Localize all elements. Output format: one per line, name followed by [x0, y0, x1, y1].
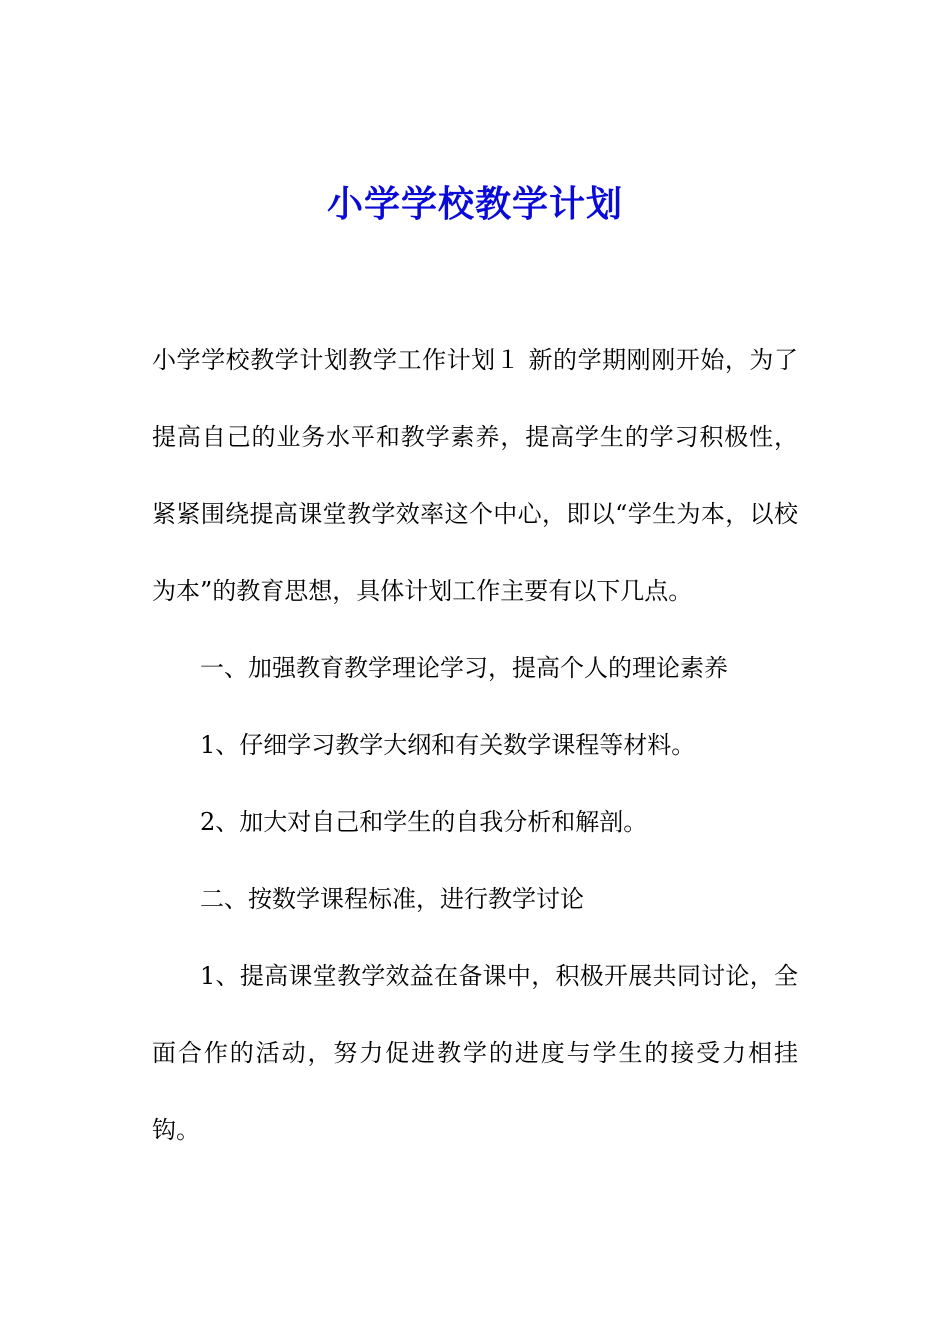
list-item: 1、仔细学习教学大纲和有关数学课程等材料。	[200, 731, 696, 759]
list-item: 1、提高课堂教学效益在备课中，积极开展共同讨论，全面合作的活动，努力促进教学的进度与学生的接受力相挂钩。	[152, 962, 798, 1144]
list-item: 2、加大对自己和学生的自我分析和解剖。	[200, 808, 648, 836]
document-body	[152, 322, 798, 1169]
document-title: 小学学校教学计划	[326, 183, 623, 225]
paragraph-intro: 小学学校教学计划教学工作计划１ 新的学期刚刚开始，为了提高自己的业务水平和教学素养，提高学生的学习积极性，紧紧围绕提高课堂教学效率这个中心，即以“学生为本，以校为本”的教育思想，具体计划工作主要有以下几点。	[152, 346, 798, 605]
section-heading-1: 一、加强教育教学理论学习，提高个人的理论素养	[200, 654, 728, 682]
section-heading-2: 二、按数学课程标准，进行教学讨论	[200, 885, 584, 913]
